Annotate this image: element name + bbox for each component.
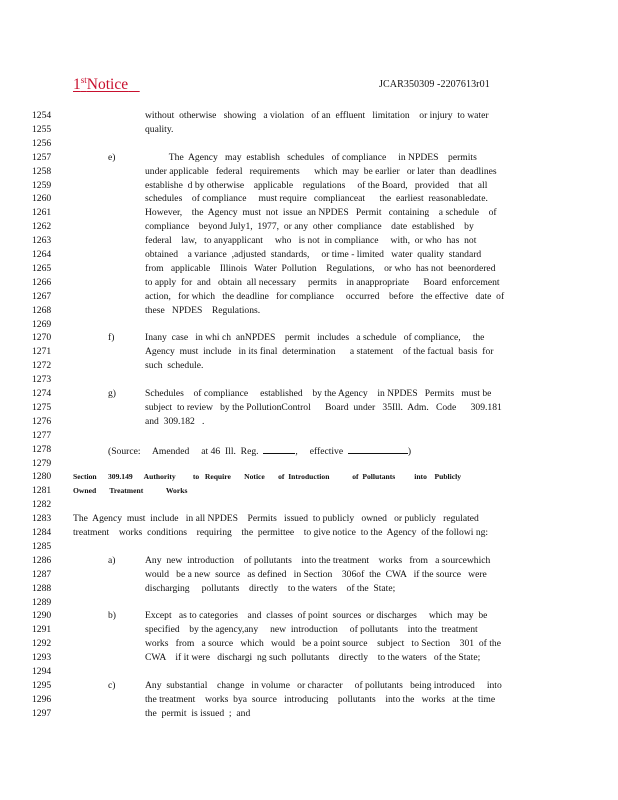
document-line <box>0 137 618 150</box>
line-number: 1268 <box>32 304 52 316</box>
document-line <box>0 151 618 164</box>
line-text: action, for which the deadline for compliance occurred before the effective date of <box>145 290 505 302</box>
line-number: 1255 <box>32 123 52 135</box>
line-number: 1283 <box>32 513 52 525</box>
line-text: Except as to categories and classes of point sources or discharges which may be <box>145 610 488 622</box>
subsection-label: c) <box>108 679 116 691</box>
document-line <box>0 331 618 344</box>
document-line <box>0 248 618 261</box>
line-number: 1264 <box>32 249 52 260</box>
line-number: 1291 <box>32 624 52 636</box>
document-line <box>0 665 618 678</box>
document-line <box>0 484 618 497</box>
line-number: 1272 <box>32 360 52 372</box>
document-line <box>0 415 618 428</box>
line-number: 1286 <box>32 554 52 566</box>
document-line <box>0 192 618 205</box>
line-text: establishe d by otherwise applicable regulations of the Board, provided that all <box>145 179 488 191</box>
line-text: The Agency may establish schedules of compliance in NPDES permits <box>145 151 477 163</box>
line-number: 1270 <box>32 332 52 344</box>
document-line <box>0 470 618 483</box>
line-number: 1260 <box>32 193 52 205</box>
document-line <box>0 526 618 539</box>
line-number: 1279 <box>32 457 52 469</box>
line-number: 1287 <box>32 568 52 580</box>
line-text: compliance beyond July1, 1977, or any other compliance date established by <box>145 221 474 233</box>
line-number: 1281 <box>32 485 52 497</box>
line-number: 1261 <box>32 207 52 219</box>
line-number: 1296 <box>32 693 52 705</box>
line-text: federal law, to anyapplicant who is not in compliance with, or who has not <box>145 235 477 247</box>
document-code: JCAR350309 -2207613r01 <box>379 79 490 90</box>
document-line <box>0 443 618 456</box>
line-number: 1293 <box>32 652 52 664</box>
section-heading: Owned Treatment Works <box>73 486 188 496</box>
document-line <box>0 679 618 692</box>
document-line <box>0 123 618 136</box>
line-number: 1267 <box>32 290 52 302</box>
line-text: schedules of compliance must require complianceat the earliest reasonabledate. <box>145 193 488 205</box>
document-line <box>0 276 618 289</box>
line-number: 1285 <box>32 540 52 552</box>
document-line <box>0 206 618 219</box>
document-line <box>0 262 618 275</box>
line-number: 1282 <box>32 499 52 511</box>
line-text: and 309.182 . <box>145 415 205 427</box>
line-number: 1269 <box>32 318 52 330</box>
line-text: to apply for and obtain all necessary permits in anappropriate Board enforcement <box>145 276 500 288</box>
line-text: Any new introduction of pollutants into the treatment works from a sourcewhich <box>145 554 491 566</box>
line-number: 1254 <box>32 110 52 121</box>
line-text: these NPDES Regulations. <box>145 304 261 316</box>
document-line <box>0 401 618 414</box>
notice-label: 1stNotice <box>73 74 129 93</box>
line-number: 1292 <box>32 638 52 650</box>
document-line <box>0 554 618 567</box>
subsection-label: g) <box>108 388 116 399</box>
effective-date-blank <box>348 443 408 454</box>
line-text: Inany case in whi ch anNPDES permit includes a schedule of compliance, the <box>145 332 485 344</box>
line-number: 1265 <box>32 262 52 274</box>
line-number: 1284 <box>32 527 52 538</box>
line-number: 1259 <box>32 179 52 191</box>
line-number: 1294 <box>32 666 52 677</box>
line-text: obtained a variance ,adjusted standards, or time - limited water quality standard <box>145 249 482 260</box>
document-line <box>0 637 618 650</box>
line-number: 1295 <box>32 679 52 691</box>
line-text: The Agency must include in all NPDES Permits issued to publicly owned or publicly regulated <box>73 513 479 525</box>
line-number: 1276 <box>32 415 52 427</box>
source-note: (Source: Amended at 46 Ill. Reg. , effective ) <box>108 443 411 458</box>
document-line <box>0 582 618 595</box>
line-text: the treatment works bya source introducing pollutants into the works at the time <box>145 693 496 705</box>
document-line <box>0 304 618 317</box>
line-text: subject to review by the PollutionControl Board under 35Ill. Adm. Code 309.181 <box>145 401 502 413</box>
document-line <box>0 429 618 442</box>
register-issue-blank <box>263 443 295 454</box>
document-line <box>0 165 618 178</box>
document-line <box>0 179 618 192</box>
line-number: 1257 <box>32 151 52 163</box>
document-line <box>0 234 618 247</box>
line-text: Schedules of compliance established by the Agency in NPDES Permits must be <box>145 388 492 399</box>
line-number: 1273 <box>32 374 52 386</box>
document-line <box>0 220 618 233</box>
line-text: from applicable Illinois Water Pollution Regulations, or who has not beenordered <box>145 262 496 274</box>
line-text: specified by the agency,any new introduction of pollutants into the treatment <box>145 624 478 636</box>
line-text: treatment works conditions requiring the permittee to give notice to the Agency of the followi ng: <box>73 527 489 538</box>
document-line <box>0 387 618 400</box>
document-line <box>0 373 618 386</box>
line-text: CWA if it were dischargi ng such pollutants directly to the waters of the State; <box>145 652 481 664</box>
line-text: Any substantial change in volume or character of pollutants being introduced into <box>145 679 502 691</box>
document-line <box>0 623 618 636</box>
line-text: quality. <box>145 123 174 135</box>
document-line <box>0 512 618 525</box>
line-number: 1278 <box>32 443 52 455</box>
document-line <box>0 345 618 358</box>
line-text: the permit is issued ; and <box>145 707 251 719</box>
line-text: works from a source which would be a point source subject to Section 301 of the <box>145 638 501 650</box>
line-number: 1280 <box>32 471 52 483</box>
line-number: 1297 <box>32 707 52 719</box>
document-line <box>0 693 618 706</box>
document-line <box>0 707 618 720</box>
line-number: 1274 <box>32 388 52 399</box>
line-number: 1262 <box>32 221 52 233</box>
document-line <box>0 498 618 511</box>
line-number: 1258 <box>32 165 52 177</box>
subsection-label: e) <box>108 151 116 163</box>
line-number: 1288 <box>32 582 52 594</box>
document-line <box>0 318 618 331</box>
subsection-label: b) <box>108 610 116 622</box>
document-line <box>0 568 618 581</box>
line-number: 1277 <box>32 429 52 441</box>
line-number: 1290 <box>32 610 52 622</box>
line-number: 1263 <box>32 235 52 247</box>
line-text: without otherwise showing a violation of an effluent limitation or injury to water <box>145 110 489 121</box>
document-line <box>0 109 618 122</box>
line-text: discharging pollutants directly to the waters of the State; <box>145 582 396 594</box>
subsection-label: a) <box>108 554 116 566</box>
line-number: 1256 <box>32 137 52 149</box>
line-text: Agency must include in its final determination a statement of the factual basis for <box>145 346 494 358</box>
document-line <box>0 651 618 664</box>
document-line <box>0 290 618 303</box>
line-number: 1266 <box>32 276 52 288</box>
line-number: 1271 <box>32 346 52 358</box>
subsection-label: f) <box>108 332 115 344</box>
line-text: would be a new source as defined in Section 306of the CWA if the source were <box>145 568 487 580</box>
line-number: 1289 <box>32 596 52 608</box>
document-line <box>0 609 618 622</box>
line-number: 1275 <box>32 401 52 413</box>
document-line <box>0 596 618 609</box>
section-heading: Section 309.149 Authority to Require Notice of Introduction of Pollutants into Publicly <box>73 472 462 482</box>
document-line <box>0 457 618 470</box>
line-text: under applicable federal requirements which may be earlier or later than deadlines <box>145 165 497 177</box>
line-text: However, the Agency must not issue an NPDES Permit containing a schedule of <box>145 207 497 219</box>
line-text: such schedule. <box>145 360 204 372</box>
document-line <box>0 540 618 553</box>
document-line <box>0 359 618 372</box>
